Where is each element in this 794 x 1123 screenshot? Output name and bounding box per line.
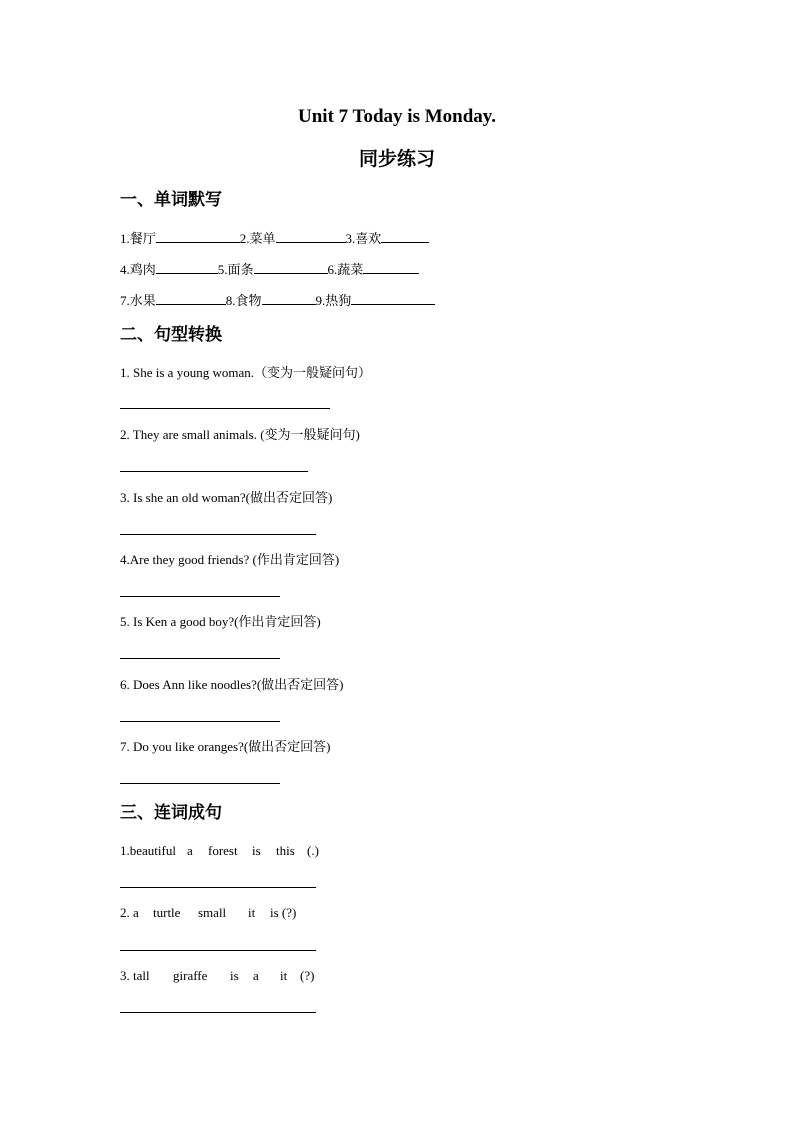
answer-blank[interactable] [363, 260, 419, 274]
answer-line[interactable] [120, 783, 280, 784]
vocab-item-label: 6.蔬菜 [327, 262, 364, 277]
vocab-item-label: 2.菜单 [239, 231, 276, 246]
vocab-item-label: 3.喜欢 [345, 231, 382, 246]
word-token: 3. tall [120, 968, 150, 983]
answer-blank[interactable] [262, 291, 316, 305]
section-heading-word-ordering: 三、连词成句 [120, 803, 222, 823]
answer-blank[interactable] [156, 260, 218, 274]
vocab-item-label: 1.餐厅 [120, 231, 156, 246]
word-token: 2. a [120, 905, 139, 920]
answer-blank[interactable] [156, 291, 226, 305]
question-text: 3. Is she an old woman?(做出否定回答) [120, 490, 333, 505]
answer-line[interactable] [120, 887, 316, 888]
vocab-item-label: 7.水果 [120, 293, 156, 308]
question-text: 4.Are they good friends? (作出肯定回答) [120, 552, 340, 567]
word-token: giraffe [173, 968, 208, 983]
page-subtitle: 同步练习 [358, 148, 435, 170]
answer-line[interactable] [120, 596, 280, 597]
word-token: it [280, 968, 288, 983]
word-token: (?) [300, 968, 315, 983]
word-order-question [120, 967, 314, 985]
word-token: is (?) [270, 905, 297, 920]
word-order-question [120, 904, 296, 922]
vocab-row [120, 260, 419, 279]
question-text: 1. She is a young woman.（变为一般疑问句） [120, 365, 371, 380]
question-text: 6. Does Ann like noodles?(做出否定回答) [120, 677, 344, 692]
answer-line[interactable] [120, 1012, 316, 1013]
word-token: this [276, 843, 295, 858]
answer-line[interactable] [120, 534, 316, 535]
vocab-item-label: 4.鸡肉 [120, 262, 156, 277]
word-token: it [248, 905, 256, 920]
answer-blank[interactable] [381, 229, 429, 243]
answer-blank[interactable] [351, 291, 435, 305]
vocab-item-label: 5.面条 [217, 262, 254, 277]
word-token: is [230, 968, 239, 983]
word-token: small [198, 905, 227, 920]
word-token: a [187, 843, 193, 858]
vocab-item-label: 8.食物 [225, 293, 262, 308]
vocab-row [120, 229, 429, 248]
word-token: (.) [307, 843, 319, 858]
answer-line[interactable] [120, 950, 316, 951]
word-token: 1.beautiful [120, 843, 176, 858]
word-order-question [120, 842, 319, 860]
section-heading-vocabulary: 一、单词默写 [120, 190, 222, 210]
word-token: forest [208, 843, 238, 858]
question-text: 2. They are small animals. (变为一般疑问句) [120, 427, 360, 442]
word-token: a [253, 968, 259, 983]
answer-line[interactable] [120, 408, 330, 409]
answer-blank[interactable] [276, 229, 346, 243]
answer-line[interactable] [120, 658, 280, 659]
vocab-row [120, 291, 435, 310]
vocab-item-label: 9.热狗 [315, 293, 352, 308]
section-heading-sentence-conversion: 二、句型转换 [120, 325, 222, 345]
page-title: Unit 7 Today is Monday. [298, 106, 496, 127]
question-text: 7. Do you like oranges?(做出否定回答) [120, 739, 331, 754]
answer-blank[interactable] [254, 260, 328, 274]
word-token: is [252, 843, 261, 858]
word-token: turtle [153, 905, 181, 920]
question-text: 5. Is Ken a good boy?(作出肯定回答) [120, 614, 321, 629]
answer-blank[interactable] [156, 229, 240, 243]
answer-line[interactable] [120, 721, 280, 722]
answer-line[interactable] [120, 471, 308, 472]
